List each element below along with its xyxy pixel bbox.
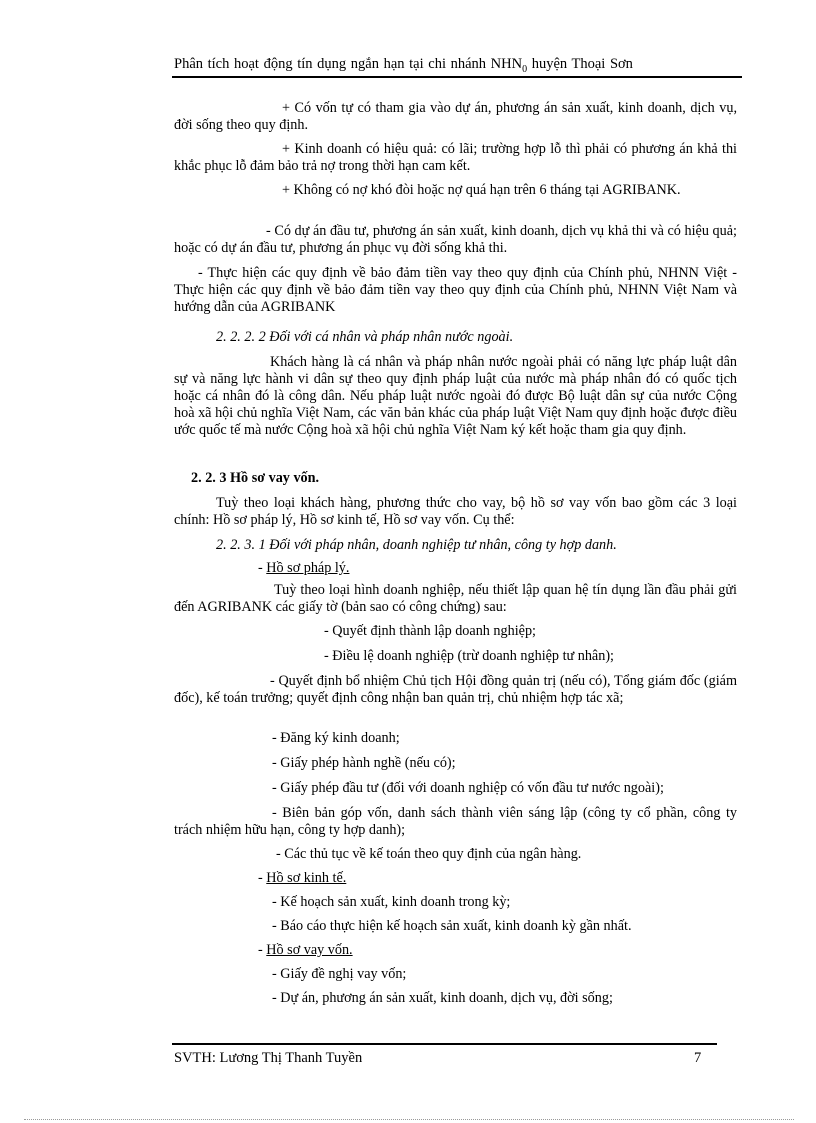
paragraph: - Biên bản góp vốn, danh sách thành viên sáng lập (công ty cổ phần, công ty trách nhiệm hữu hạn, công ty hợp danh);	[174, 805, 737, 838]
subheading-loan	[258, 942, 353, 959]
paragraph: - Có dự án đầu tư, phương án sản xuất, kinh doanh, dịch vụ khả thi và có hiệu quả; hoặc có dự án đầu tư, phương án phục vụ đời sống khả thi.	[174, 223, 737, 256]
list-item: - Giấy đề nghị vay vốn;	[272, 966, 407, 982]
footer-author: SVTH: Lương Thị Thanh Tuyền	[174, 1050, 363, 1066]
paragraph: + Không có nợ khó đòi hoặc nợ quá hạn trên 6 tháng tại AGRIBANK.	[282, 182, 681, 198]
subheading-dash: -	[258, 942, 267, 958]
list-item: - Các thủ tục về kế toán theo quy định của ngân hàng.	[276, 846, 582, 862]
paragraph: Khách hàng là cá nhân và pháp nhân nước ngoài phải có năng lực pháp luật dân sự và năng lực hành vi dân sự theo quy định pháp luật của nước mà pháp nhân đó có quốc tịch hoặc cá nhân đó là công dân. Nếu pháp luật nước ngoài đó được Bộ luật dân sự của nước Cộng hoà xã hội chủ nghĩa Việt Nam, các văn bản khác của pháp luật Việt Nam quy định hoặc được điều ước quốc tế mà nước Cộng hoà xã hội chủ nghĩa Việt Nam ký kết hoặc tham gia quy định.	[174, 354, 737, 438]
paragraph: + Kinh doanh có hiệu quả: có lãi; trường hợp lỗ thì phải có phương án khả thi khắc phục lỗ đảm bảo trả nợ trong thời hạn cam kết.	[174, 141, 737, 174]
subheading-text: Hồ sơ vay vốn.	[266, 942, 353, 958]
subheading-economic	[258, 870, 346, 887]
list-item: - Dự án, phương án sản xuất, kinh doanh, dịch vụ, đời sống;	[272, 990, 613, 1006]
paragraph: + Có vốn tự có tham gia vào dự án, phương án sản xuất, kinh doanh, dịch vụ, đời sống theo quy định.	[174, 100, 737, 133]
subheading-dash: -	[258, 870, 267, 886]
paragraph: Tuỳ theo loại hình doanh nghiệp, nếu thiết lập quan hệ tín dụng lần đầu phải gửi đến AGRIBANK các giấy tờ (bản sao có công chứng) sau:	[174, 582, 737, 615]
section-heading: 2. 2. 2. 2 Đối với cá nhân và pháp nhân nước ngoài.	[216, 329, 514, 345]
list-item: - Quyết định thành lập doanh nghiệp;	[324, 623, 536, 639]
subheading-text: Hồ sơ kinh tế.	[266, 870, 347, 886]
list-item: - Giấy phép đầu tư (đối với doanh nghiệp có vốn đầu tư nước ngoài);	[272, 780, 664, 796]
list-item: - Kế hoạch sản xuất, kinh doanh trong kỳ;	[272, 894, 511, 910]
paragraph: Tuỳ theo loại khách hàng, phương thức cho vay, bộ hồ sơ vay vốn bao gồm các 3 loại chính: Hồ sơ pháp lý, Hồ sơ kinh tế, Hồ sơ vay vốn. Cụ thể:	[174, 495, 737, 528]
list-item: - Đăng ký kinh doanh;	[272, 730, 400, 746]
list-item: - Báo cáo thực hiện kế hoạch sản xuất, kinh doanh kỳ gần nhất.	[272, 918, 632, 934]
footer-rule	[172, 1043, 717, 1045]
header-title-end: huyện Thoại Sơn	[527, 56, 633, 72]
list-item: - Điều lệ doanh nghiệp (trừ doanh nghiệp tư nhân);	[324, 648, 614, 664]
page-number: 7	[694, 1050, 702, 1066]
paragraph: - Thực hiện các quy định về bảo đảm tiền vay theo quy định của Chính phủ, NHNN Việt - Thực hiện các quy định về bảo đảm tiền vay theo quy định của Chính phủ, NHNN Việt Nam và hướng dẫn của AGRIBANK	[174, 265, 737, 315]
section-heading: 2. 2. 3. 1 Đối với pháp nhân, doanh nghiệp tư nhân, công ty hợp danh.	[216, 537, 617, 553]
header-title-main: Phân tích hoạt động tín dụng ngắn hạn tại chi nhánh NHN	[174, 56, 523, 72]
page-edge-divider	[24, 1119, 794, 1120]
header-rule	[172, 76, 742, 78]
subheading-text: Hồ sơ pháp lý.	[266, 560, 350, 576]
header-title-subscript: 0	[522, 63, 528, 75]
subheading-legal	[258, 560, 349, 577]
subheading-dash: -	[258, 560, 267, 576]
list-item: - Giấy phép hành nghề (nếu có);	[272, 755, 456, 771]
section-heading: 2. 2. 3 Hồ sơ vay vốn.	[191, 470, 320, 486]
page-header	[174, 56, 740, 78]
paragraph: - Quyết định bổ nhiệm Chủ tịch Hội đồng quản trị (nếu có), Tổng giám đốc (giám đốc), kế toán trưởng; quyết định công nhận ban quản trị, chủ nhiệm hợp tác xã;	[174, 673, 737, 706]
